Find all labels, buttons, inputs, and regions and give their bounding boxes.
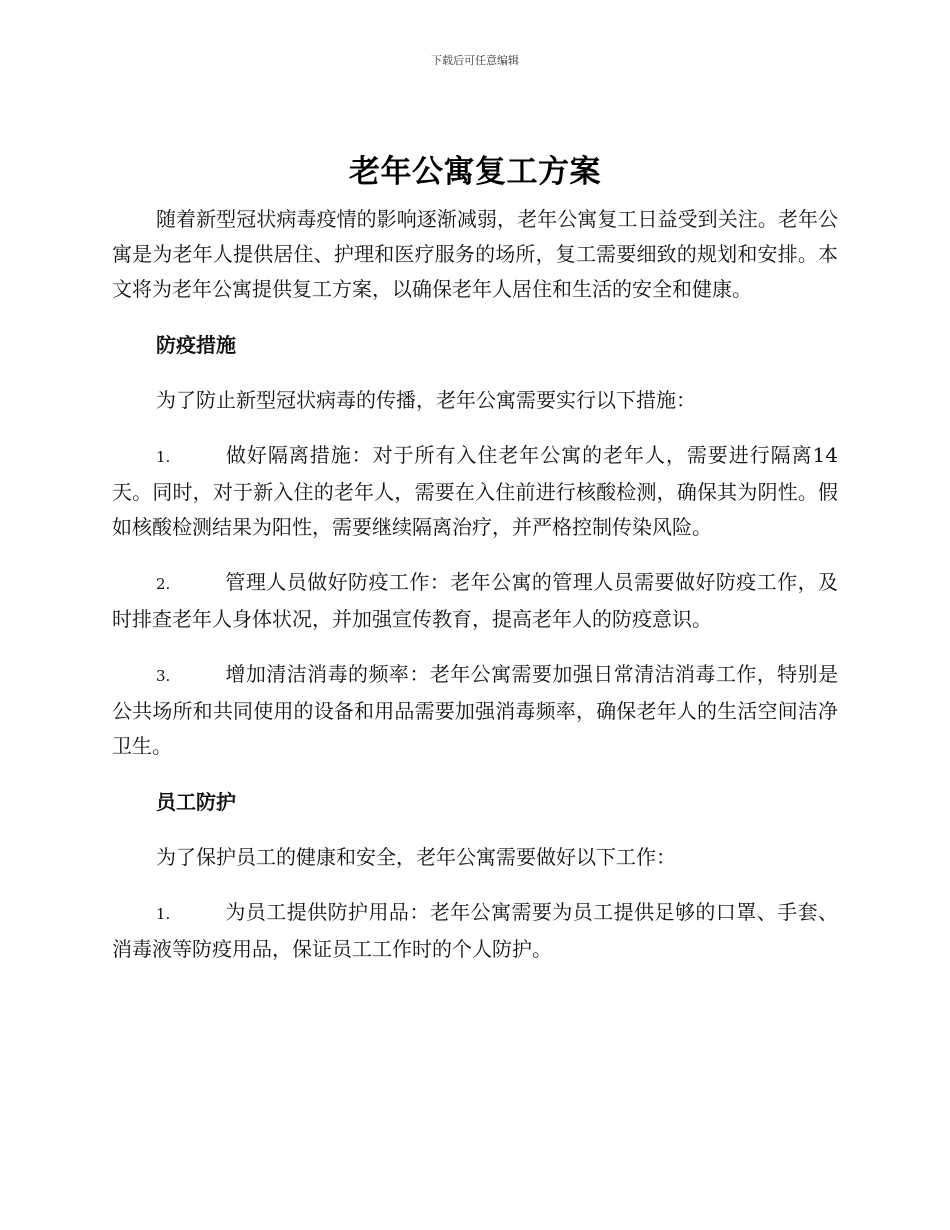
list-item	[112, 657, 838, 764]
list-number: 1.	[156, 448, 171, 466]
section-lead-staff-protection: 为了保护员工的健康和安全，老年公寓需要做好以下工作：	[156, 845, 676, 869]
header-note: 下载后可任意编辑	[431, 54, 519, 67]
list-item-text: 做好隔离措施：对于所有入住老年公寓的老年人，需要进行隔离14天。同时，对于新入住的老年人，需要在入住前进行核酸检测，确保其为阴性。假如核酸检测结果为阳性，需要继续隔离治疗，并严格控制传染风险。	[112, 443, 838, 539]
document-title: 老年公寓复工方案	[349, 154, 601, 190]
document-body	[112, 202, 838, 967]
list-item-text: 管理人员做好防疫工作：老年公寓的管理人员需要做好防疫工作，及时排查老年人身体状况，并加强宣传教育，提高老年人的防疫意识。	[112, 570, 838, 631]
list-item-text: 为员工提供防护用品：老年公寓需要为员工提供足够的口罩、手套、消毒液等防疫用品，保证员工工作时的个人防护。	[112, 900, 838, 961]
intro-paragraph: 随着新型冠状病毒疫情的影响逐渐减弱，老年公寓复工日益受到关注。老年公寓是为老年人提供居住、护理和医疗服务的场所，复工需要细致的规划和安排。本文将为老年公寓提供复工方案，以确保老年人居住和生活的安全和健康。	[112, 207, 838, 301]
list-item	[112, 438, 838, 545]
list-number: 3.	[156, 667, 171, 685]
list-item	[112, 565, 838, 637]
list-number: 2.	[156, 575, 171, 593]
list-number: 1.	[156, 905, 171, 923]
section-heading-prevention: 防疫措施	[156, 333, 236, 357]
section-heading-staff-protection: 员工防护	[156, 790, 236, 814]
list-item-text: 增加清洁消毒的频率：老年公寓需要加强日常清洁消毒工作，特别是公共场所和共同使用的设备和用品需要加强消毒频率，确保老年人的生活空间洁净卫生。	[112, 662, 838, 758]
list-item	[112, 895, 838, 967]
section-lead-prevention: 为了防止新型冠状病毒的传播，老年公寓需要实行以下措施：	[156, 388, 696, 412]
